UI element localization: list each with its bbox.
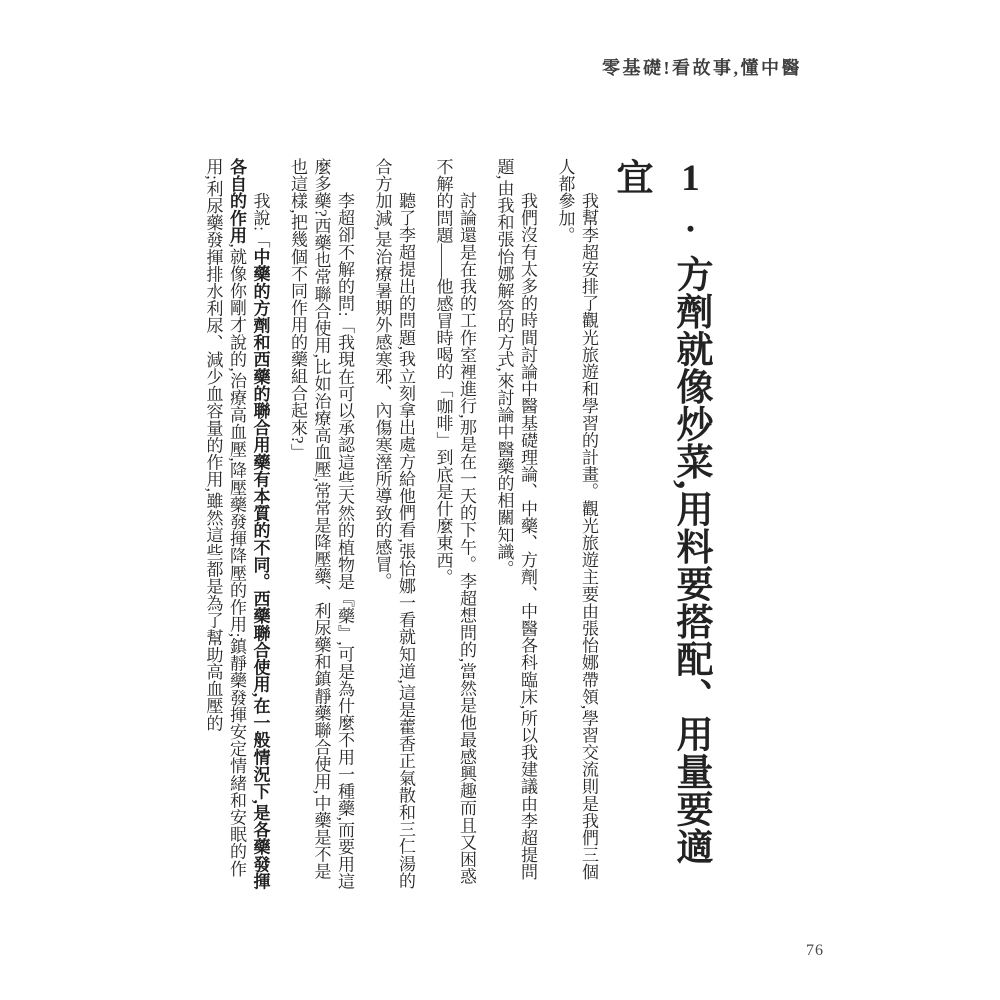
page-content [201, 158, 800, 890]
paragraph: 討論還是在我的工作室裡進行,那是在一天的下午。李超想問的,當然是他最感興趣而且又困惑不解的問題——他感冒時喝的「咖啡」到底是什麼東西。 [433, 158, 476, 885]
running-head: 零基礎!看故事,懂中醫 [602, 58, 802, 78]
paragraph: 我們沒有太多的時間討論中醫基礎理論、中藥、方劑、中醫各科臨床,所以我建議由李超提問題,由我和張怡娜解答的方式,來討論中醫藥的相關知識。 [494, 158, 537, 881]
paragraph-segment: 我說:「 [250, 192, 270, 249]
paragraph-segment-bold: 中藥的方劑和西藥的聯合用藥有本質的不同。西藥聯合使用,在一般情況下,是各藥發揮各自的作用 [227, 158, 270, 890]
body-text [201, 158, 600, 890]
page-number: 76 [806, 942, 824, 959]
chapter-title: 方劑就像炒菜,用料要搭配、用量要適宜 [610, 158, 711, 865]
chapter-number: 1. [670, 158, 711, 241]
paragraph: 李超卻不解的問:「我現在可以承認這些天然的植物是『藥』,可是為什麼不用一種藥,而要用這麼多藥?西藥也常聯合使用,比如治療高血壓,常常是降壓藥、利尿藥和鎮靜藥聯合使用,中藥是不是也這樣,把幾個不同作用的藥組合起來?」 [288, 158, 354, 890]
paragraph-with-emphasis [201, 158, 272, 890]
paragraph-segment: ,就像你剛才說的,治療高血壓,降壓藥發揮降壓的作用;鎮靜藥發揮安定情緒和安眠的作用;利尿藥發揮排水利尿、減少血容量的作用,雖然這些都是為了幫助高血壓的 [203, 158, 246, 877]
paragraph: 我幫李超安排了觀光旅遊和學習的計畫。觀光旅遊主要由張怡娜帶領,學習交流則是我們三個人都參加。 [555, 158, 598, 881]
chapter-heading [600, 158, 720, 890]
paragraph: 聽了李超提出的問題,我立刻拿出處方給他們看,張怡娜一看就知道,這是藿香正氣散和三仁湯的合方加減,是治療暑期外感寒邪、內傷寒溼所導致的感冒。 [372, 158, 415, 890]
